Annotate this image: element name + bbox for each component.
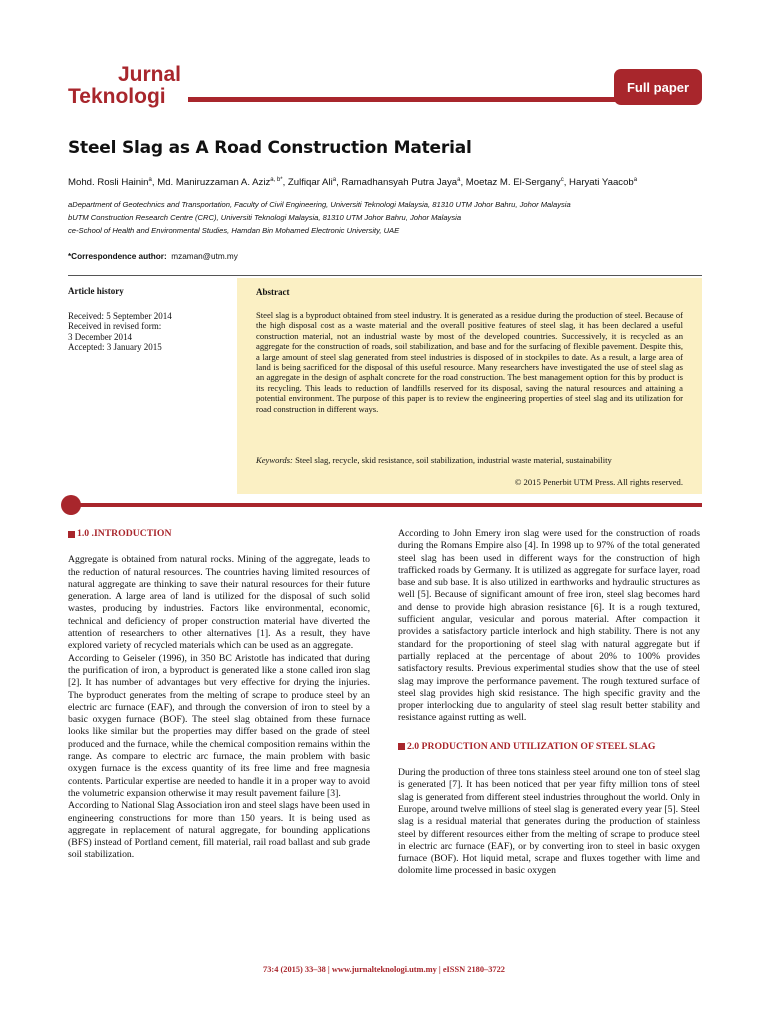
author-sup: a, b* xyxy=(270,177,283,183)
author-sup: a xyxy=(457,177,461,183)
paragraph: During the production of three tons stainless steel around one ton of steel slag is generated [7]. It has been noticed that per year fifty million tons of steel slag is generated from different steel industries throughout the world. Only in Europe, around twelve millions of steel slag is generated every year [5]. Steel slag is a residual material that generates during the production of stainless steel by different resources either from the melting of scrape to produce steel in electric arc furnace (EAF), or by converting iron to steel in basic oxygen furnace (BOF). Hot liquid metal, scrape and fluxes together with lime and dolomite lime processed in basic oxygen xyxy=(398,767,700,877)
full-paper-badge: Full paper xyxy=(614,69,702,105)
author-sup: a xyxy=(332,177,337,183)
correspondence xyxy=(68,252,238,261)
author-sup: a xyxy=(148,177,152,183)
left-column xyxy=(68,528,370,862)
section-heading-production xyxy=(398,741,700,753)
author: , Moetaz M. El-Sergany xyxy=(460,177,561,189)
correspondence-label: *Correspondence author: xyxy=(68,252,167,261)
abstract-text: Steel slag is a byproduct obtained from steel industry. It is generated as a residue during the production of steel. Because of the high disposal cost as a waste material and the overall positive features of steel slag, it has been declared a useful construction material, not an industrial waste by most of the developed countries. Successively, it is recycled as an aggregate for the construction of roads, soil stabilization, and base and for the surfacing of flexible pavement. Despite this, a large amount of steel slag generated from steel industries is disposed of in stockpiles to date. As a result, a large area of land is being sacrificed for the disposal of this useful resource. Many researchers have investigated the use of steel slag as an aggregate in the design of asphalt concrete for the road construction. The best management option for this by product is its recycling. This leads to reduction of landfills reserved for its disposal, saving the natural resources and attaining a potential environment. The purpose of this paper is to review the engineering properties of steel slag and its utilization for road construction in different ways. xyxy=(256,310,683,414)
divider xyxy=(68,275,702,276)
section-square-icon xyxy=(68,531,75,538)
keywords-text: Steel slag, recycle, skid resistance, soil stabilization, industrial waste material, sustainability xyxy=(292,455,612,465)
author: , Zulfiqar Ali xyxy=(282,177,333,189)
keywords-label: Keywords: xyxy=(256,455,293,465)
history-received: Received: 5 September 2014 xyxy=(68,310,172,321)
author: , Ramadhansyah Putra Jaya xyxy=(336,177,458,189)
journal-logo xyxy=(68,64,181,108)
abstract-heading: Abstract xyxy=(256,287,290,297)
paragraph: According to John Emery iron slag were used for the construction of roads during the Romans Empire also [4]. In 1998 up to 97% of the total generated steel slag has been used in different ways for the construction of high trafficked roads by Germany. It is utilized as aggregate for surface layer, road base and sub base. It is also utilized in earthworks and hydraulic structures as well [5]. Because of significant amount of free iron, steel slag becomes hard and dense to provide high abrasion resistance [6]. It is a rough textured, sufficient angular, vesicular and porous material. After compaction it provides a satisfactory particle interlock and high stability. There is not any standard for the proportioning of steel slag with natural aggregate but if partially replaced at the percentage of about 20% to 100% provides satisfactory results. Previous experimental studies show that the use of steel slag may improve the performance pavement. The rough textured surface of steel slag provides high skid resistance. The high specific gravity and the proper interlocking due to angularity of steel slag result better stability and resistance against rutting as well. xyxy=(398,528,700,724)
affiliation-a: aDepartment of Geotechnics and Transportation, Faculty of Civil Engineering, Universiti Teknologi Malaysia, 81310 UTM Johor Bahru, Johor Malaysia xyxy=(68,200,571,209)
history-revised-label: Received in revised form: xyxy=(68,321,162,331)
author: , Haryati Yaacob xyxy=(563,177,634,189)
section-heading-intro xyxy=(68,528,370,540)
correspondence-email[interactable]: mzaman@utm.my xyxy=(171,252,238,261)
section-title: 2.0 PRODUCTION AND UTILIZATION OF STEEL SLAG xyxy=(407,740,656,752)
author-list xyxy=(68,177,708,188)
abstract-box xyxy=(237,278,702,494)
history-accepted: Accepted: 3 January 2015 xyxy=(68,342,162,352)
section-square-icon xyxy=(398,743,405,750)
affiliation-c: ce-School of Health and Environmental Studies, Hamdan Bin Mohamed Electronic University, UAE xyxy=(68,226,400,235)
page-footer: 73:4 (2015) 33–38 | www.jurnalteknologi.utm.my | eISSN 2180–3722 xyxy=(263,965,505,974)
author-sup: c xyxy=(560,177,564,183)
keywords xyxy=(256,455,683,465)
affiliation-b: bUTM Construction Research Centre (CRC), Universiti Teknologi Malaysia, 81310 UTM Johor Bahru, Johor Malaysia xyxy=(68,213,462,222)
history-revised: 3 December 2014 xyxy=(68,331,132,342)
logo-line-1: Jurnal xyxy=(118,63,182,86)
paragraph: According to National Slag Association iron and steel slags have been used in engineering constructions for more than 150 years. It is being used as aggregate in replacement of natural aggregate, for bounding applications (BFS) instead of Portland cement, fill material, rail road ballast and sub grade soil stabilization. xyxy=(68,800,370,861)
logo-line-2: Teknologi xyxy=(68,85,166,108)
section-rule xyxy=(68,503,702,507)
rule-dot xyxy=(61,495,81,515)
copyright: © 2015 Penerbit UTM Press. All rights reserved. xyxy=(514,477,683,487)
article-history xyxy=(68,286,228,353)
author: Mohd. Rosli Hainin xyxy=(68,177,149,189)
author: , Md. Maniruzzaman A. Aziz xyxy=(151,177,271,189)
right-column xyxy=(398,528,700,878)
paragraph: Aggregate is obtained from natural rocks. Mining of the aggregate, leads to the reduction of natural resources. The countries having limited resources of natural aggregate are thinking to save their natural resources for their future generation. A large area of land is utilized for the disposal of such solid wastes, producing by industries. Factors like environmental, economic, technical and deficiency of proper construction material have diverted the attention of researchers to other alternatives [1]. As a result, they have explored variety of recycled materials which can be used as an aggregate. xyxy=(68,554,370,652)
history-heading: Article history xyxy=(68,286,124,296)
section-title: 1.0 .INTRODUCTION xyxy=(77,528,172,539)
paragraph: According to Geiseler (1996), in 350 BC Aristotle has indicated that during the purification of iron, a byproduct is generated like a stone called iron slag [2]. It has number of advantages but very effective for drying the injuries. The byproduct generates from the melting of scrape to produce steel by an electric arc furnace (EAF), and through the conversion of iron to steel by a basic oxygen furnace (BOF). The steel slag obtained from these furnace looks like similar but the properties may differ based on the grade of steel produced and the furnace, while the chemical composition remains within the range. As compare to electric arc furnace, the main problem with basic oxygen furnace is the excess quantity of its free lime and free magnesia contents. Particular expertise are needed to handle it in a proper way to avoid the volumetric expansion otherwise it may result pavement failure [3]. xyxy=(68,652,370,799)
header-rule xyxy=(188,97,618,102)
author-sup: a xyxy=(633,177,638,183)
paper-title: Steel Slag as A Road Construction Material xyxy=(68,138,472,158)
